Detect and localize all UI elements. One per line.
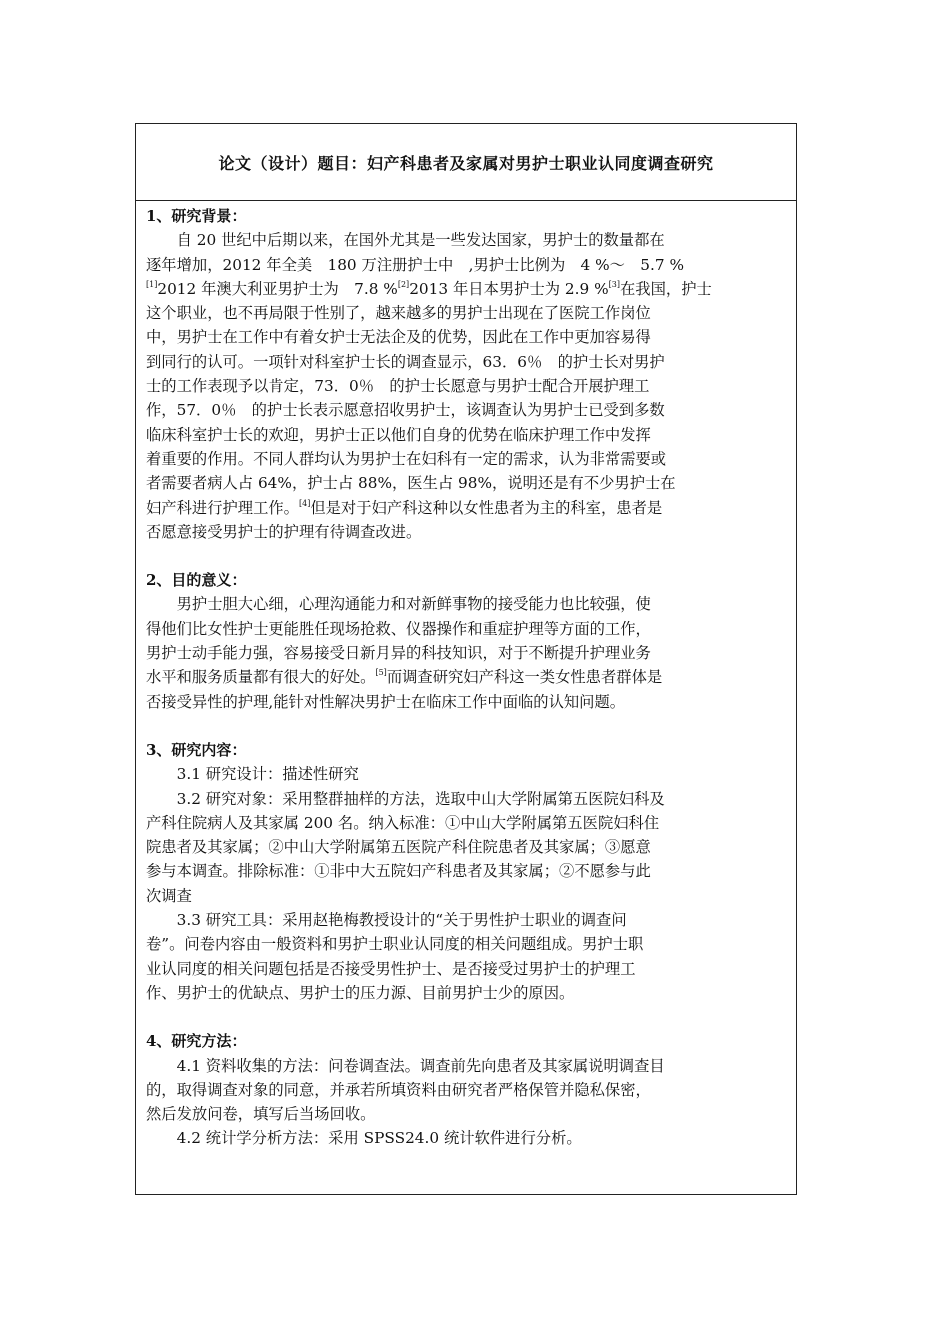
section-gap (146, 1005, 792, 1029)
proposal-form-table (135, 123, 797, 1195)
text-line: 这个职业，也不再局限于性别了，越来越多的男护士出现在了医院工作岗位 (146, 304, 651, 323)
text-line: 自 20 世纪中后期以来，在国外尤其是一些发达国家，男护士的数量都在 (176, 231, 665, 250)
text-line (146, 277, 792, 301)
section-body-purpose (146, 592, 792, 713)
section-heading-content: 3、研究内容： (146, 740, 247, 759)
section-body-content (146, 762, 792, 1005)
section-heading-purpose: 2、目的意义： (146, 571, 247, 590)
text-fragment: 妇产科进行护理工作。 (146, 498, 299, 517)
text-line: 者需要者病人占 64%，护士占 88%，医生占 98%，说明还是有不少男护士在 (146, 474, 676, 493)
text-line: 3.1 研究设计：描述性研究 (176, 765, 359, 784)
text-line: 着重要的作用。不同人群均认为男护士在妇科有一定的需求，认为非常需要或 (146, 449, 667, 468)
text-fragment: 在我国，护士 (620, 279, 712, 298)
text-line: 逐年增加，2012 年全美 180 万注册护士中 ,男护士比例为 4 %～ 5.7 % (146, 255, 684, 274)
text-fragment: 2013 年日本男护士为 2.9 % (409, 279, 609, 298)
text-line: 中，男护士在工作中有着女护士无法企及的优势，因此在工作中更加容易得 (146, 328, 651, 347)
citation-ref: [4] (298, 498, 311, 508)
text-line: 男护士动手能力强，容易接受日新月异的科技知识，对于不断提升护理业务 (146, 644, 651, 663)
text-line: 的，取得调查对象的同意，并承若所填资料由研究者严格保管并隐私保密， (146, 1080, 651, 1099)
text-line: 得他们比女性护士更能胜任现场抢救、仪器操作和重症护理等方面的工作， (146, 619, 651, 638)
citation-ref: [5] (375, 668, 387, 678)
citation-ref: [3] (608, 279, 620, 289)
text-fragment: 但是对于妇产科这种以女性患者为主的科室，患者是 (310, 498, 663, 517)
section-body-methods (146, 1054, 792, 1151)
title-cell (136, 124, 796, 201)
text-line: 到同行的认可。一项针对科室护士长的调查显示，63．6％ 的护士长对男护 (146, 352, 665, 371)
section-gap (146, 714, 792, 738)
text-line: 否愿意接受男护士的护理有待调查改进。 (146, 522, 422, 541)
text-line: 院患者及其家属；②中山大学附属第五医院产科住院患者及其家属；③愿意 (146, 838, 651, 857)
text-line: 3.3 研究工具：采用赵艳梅教授设计的“关于男性护士职业的调查问 (176, 911, 627, 930)
citation-ref: [1] (146, 279, 158, 289)
text-line: 次调查 (146, 886, 192, 905)
text-line: 否接受异性的护理,能针对性解决男护士在临床工作中面临的认知问题。 (146, 692, 626, 711)
text-line: 男护士胆大心细，心理沟通能力和对新鲜事物的接受能力也比较强，使 (176, 595, 651, 614)
text-line: 然后发放问卷，填写后当场回收。 (146, 1105, 376, 1124)
text-line: 业认同度的相关问题包括是否接受男性护士、是否接受过男护士的护理工 (146, 959, 636, 978)
text-fragment: 水平和服务质量都有很大的好处。 (146, 668, 376, 687)
text-line: 临床科室护士长的欢迎，男护士正以他们自身的优势在临床护理工作中发挥 (146, 425, 651, 444)
text-line: 3.2 研究对象：采用整群抽样的方法，选取中山大学附属第五医院妇科及 (176, 789, 665, 808)
text-line: 作，57．0％ 的护士长表示愿意招收男护士，该调查认为男护士已受到多数 (146, 401, 665, 420)
thesis-title: 论文（设计）题目：妇产科患者及家属对男护士职业认同度调查研究 (218, 154, 714, 173)
section-body-background (146, 228, 792, 544)
text-fragment: 2012 年澳大利亚男护士为 7.8 % (157, 279, 398, 298)
text-line: 产科住院病人及其家属 200 名。纳入标准：①中山大学附属第五医院妇科住 (146, 813, 660, 832)
section-heading-methods: 4、研究方法： (146, 1032, 247, 1051)
text-line: 参与本调查。排除标准：①非中大五院妇产科患者及其家属；②不愿参与此 (146, 862, 651, 881)
text-line: 士的工作表现予以肯定，73．0％ 的护士长愿意与男护士配合开展护理工 (146, 377, 650, 396)
text-line: 4.2 统计学分析方法：采用 SPSS24.0 统计软件进行分析。 (176, 1129, 582, 1148)
text-line: 卷”。问卷内容由一般资料和男护士职业认同度的相关问题组成。男护士职 (146, 935, 644, 954)
text-line (146, 665, 792, 689)
text-fragment: 而调查研究妇产科这一类女性患者群体是 (386, 668, 663, 687)
citation-ref: [2] (397, 279, 410, 289)
section-gap (146, 544, 792, 568)
text-line: 4.1 资料收集的方法：问卷调查法。调查前先向患者及其家属说明调查目 (176, 1056, 665, 1075)
text-line (146, 496, 792, 520)
text-line: 作、男护士的优缺点、男护士的压力源、目前男护士少的原因。 (146, 983, 575, 1002)
section-heading-background: 1、研究背景： (146, 207, 247, 225)
content-cell (146, 204, 792, 1151)
